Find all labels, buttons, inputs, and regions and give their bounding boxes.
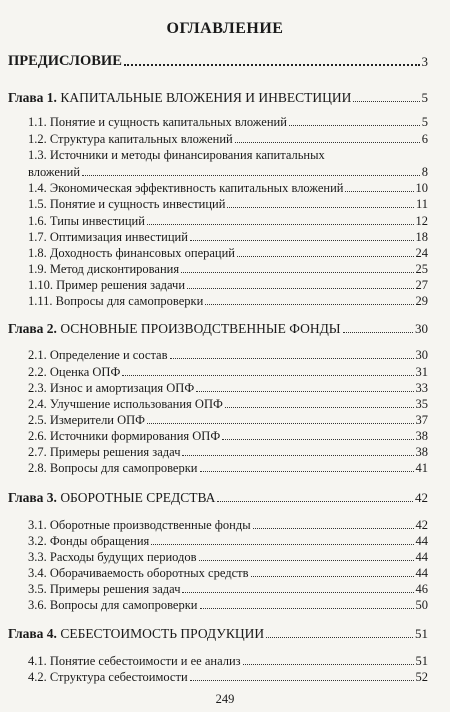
item-page: 44 [415, 566, 428, 580]
dot-leader [190, 240, 414, 241]
item-label: 1.10. Пример решения задачи [28, 278, 186, 292]
item-label: 3.1. Оборотные производственные фонды [28, 518, 251, 532]
item-page: 8 [421, 165, 428, 179]
item-label: 1.6. Типы инвестиций [28, 214, 145, 228]
item-label: 1.11. Вопросы для самопроверки [28, 294, 204, 308]
dot-leader [200, 608, 414, 609]
toc-item [28, 294, 428, 309]
toc-item [28, 381, 428, 396]
dot-leader [205, 304, 413, 305]
preface-label: ПРЕДИСЛОВИЕ [8, 53, 122, 69]
item-label: 3.2. Фонды обращения [28, 534, 150, 548]
chapter-4-prefix: Глава 4. [8, 626, 57, 641]
item-page: 12 [415, 214, 428, 228]
dot-leader [147, 423, 413, 424]
dot-leader [222, 439, 413, 440]
toc-item [28, 214, 428, 229]
dot-leader [289, 125, 420, 126]
item-label: 3.6. Вопросы для самопроверки [28, 598, 198, 612]
toc-title: ОГЛАВЛЕНИЕ [166, 20, 284, 37]
toc-item [28, 262, 428, 277]
item-label: 1.5. Понятие и сущность инвестиций [28, 197, 226, 211]
chapter-4-page: 51 [415, 626, 428, 641]
toc-chapter-3 [8, 490, 428, 506]
item-page: 52 [415, 670, 428, 684]
toc-item [28, 654, 428, 669]
toc-preface [8, 53, 428, 70]
chapter-3-prefix: Глава 3. [8, 490, 57, 505]
dot-leader [251, 576, 414, 577]
item-label: 2.5. Измерители ОПФ [28, 413, 146, 427]
toc-item [28, 429, 428, 444]
toc-item [28, 534, 428, 549]
item-page: 10 [415, 181, 428, 195]
toc-item [28, 348, 428, 363]
item-label: 4.2. Структура себестоимости [28, 670, 188, 684]
item-page: 46 [415, 582, 428, 596]
chapter-1-prefix: Глава 1. [8, 90, 57, 105]
item-label: 1.1. Понятие и сущность капитальных вложений [28, 115, 287, 129]
item-label: 2.7. Примеры решения задач [28, 445, 181, 459]
item-label: 1.4. Экономическая эффективность капитальных вложений [28, 181, 344, 195]
toc-chapter-1 [8, 90, 428, 106]
toc-item [28, 413, 428, 428]
item-label-continued: вложений [28, 165, 81, 179]
item-page: 44 [415, 550, 428, 564]
item-label: 2.1. Определение и состав [28, 348, 168, 362]
dot-leader [182, 592, 413, 593]
item-label: 1.3. Источники и методы финансирования капитальных [28, 148, 325, 162]
item-label: 2.2. Оценка ОПФ [28, 365, 121, 379]
dot-leader [190, 680, 414, 681]
toc-item [28, 132, 428, 147]
item-page: 25 [415, 262, 428, 276]
dot-leader [253, 528, 414, 529]
toc-item [28, 445, 428, 460]
item-page: 24 [415, 246, 428, 260]
item-label: 2.4. Улучшение использования ОПФ [28, 397, 223, 411]
item-label: 3.4. Оборачиваемость оборотных средств [28, 566, 249, 580]
item-label: 4.1. Понятие себестоимости и ее анализ [28, 654, 241, 668]
dot-leader [170, 358, 414, 359]
toc-chapter-2 [8, 321, 428, 337]
item-page: 37 [415, 413, 428, 427]
toc-item [28, 278, 428, 293]
toc-item [28, 566, 428, 581]
item-page: 5 [421, 115, 428, 129]
toc-item [28, 582, 428, 597]
item-page: 31 [415, 365, 428, 379]
dot-leader [217, 501, 413, 502]
item-page: 35 [415, 397, 428, 411]
item-label: 1.2. Структура капитальных вложений [28, 132, 233, 146]
toc-item [28, 165, 428, 180]
chapter-3-title: ОБОРОТНЫЕ СРЕДСТВА [60, 490, 216, 505]
item-page: 50 [415, 598, 428, 612]
dot-leader [345, 191, 413, 192]
chapter-4-title: СЕБЕСТОИМОСТЬ ПРОДУКЦИИ [60, 626, 265, 641]
item-page: 33 [415, 381, 428, 395]
chapter-3-page: 42 [415, 490, 428, 505]
item-page: 44 [415, 534, 428, 548]
chapter-1-page: 5 [421, 90, 428, 105]
item-label: 1.8. Доходность финансовых операций [28, 246, 235, 260]
toc-chapter-4 [8, 626, 428, 642]
item-label: 3.3. Расходы будущих периодов [28, 550, 197, 564]
dot-leader [151, 544, 413, 545]
dot-leader [225, 407, 414, 408]
item-label: 2.3. Износ и амортизация ОПФ [28, 381, 195, 395]
item-label: 3.5. Примеры решения задач [28, 582, 181, 596]
dot-leader [235, 142, 420, 143]
dot-leader [266, 637, 413, 638]
dot-leader [82, 175, 420, 176]
item-label: 2.6. Источники формирования ОПФ [28, 429, 221, 443]
dot-leader [196, 391, 413, 392]
item-page: 18 [415, 230, 428, 244]
item-page: 38 [415, 445, 428, 459]
preface-page: 3 [421, 54, 428, 69]
chapter-2-title: ОСНОВНЫЕ ПРОИЗВОДСТВЕННЫЕ ФОНДЫ [60, 321, 341, 336]
toc-item [28, 397, 428, 412]
dot-leader [200, 471, 414, 472]
dot-leader [227, 207, 414, 208]
item-page: 51 [415, 654, 428, 668]
dot-leader [124, 64, 420, 66]
toc-item [28, 246, 428, 261]
toc-item [28, 230, 428, 245]
dot-leader [353, 101, 419, 102]
item-label: 1.9. Метод дисконтирования [28, 262, 180, 276]
item-label: 2.8. Вопросы для самопроверки [28, 461, 198, 475]
item-page: 27 [415, 278, 428, 292]
dot-leader [343, 332, 413, 333]
item-page: 29 [415, 294, 428, 308]
dot-leader [237, 256, 414, 257]
chapter-1-title: КАПИТАЛЬНЫЕ ВЛОЖЕНИЯ И ИНВЕСТИЦИИ [60, 90, 352, 105]
item-label: 1.7. Оптимизация инвестиций [28, 230, 188, 244]
dot-leader [147, 224, 414, 225]
item-page: 11 [415, 197, 428, 211]
toc-item [28, 181, 428, 196]
page-number: 249 [215, 692, 235, 706]
item-page: 38 [415, 429, 428, 443]
toc-item [28, 365, 428, 380]
toc-item [28, 115, 428, 130]
toc-item [28, 518, 428, 533]
chapter-2-page: 30 [415, 321, 428, 336]
toc-item [28, 461, 428, 476]
item-page: 6 [421, 132, 428, 146]
dot-leader [182, 455, 413, 456]
toc-item [28, 598, 428, 613]
dot-leader [187, 288, 413, 289]
item-page: 30 [415, 348, 428, 362]
dot-leader [199, 560, 414, 561]
toc-item [28, 550, 428, 565]
item-page: 41 [415, 461, 428, 475]
dot-leader [122, 375, 413, 376]
toc-item [28, 670, 428, 685]
dot-leader [181, 272, 413, 273]
item-page: 42 [415, 518, 428, 532]
toc-item [28, 197, 428, 212]
dot-leader [243, 664, 414, 665]
chapter-2-prefix: Глава 2. [8, 321, 57, 336]
